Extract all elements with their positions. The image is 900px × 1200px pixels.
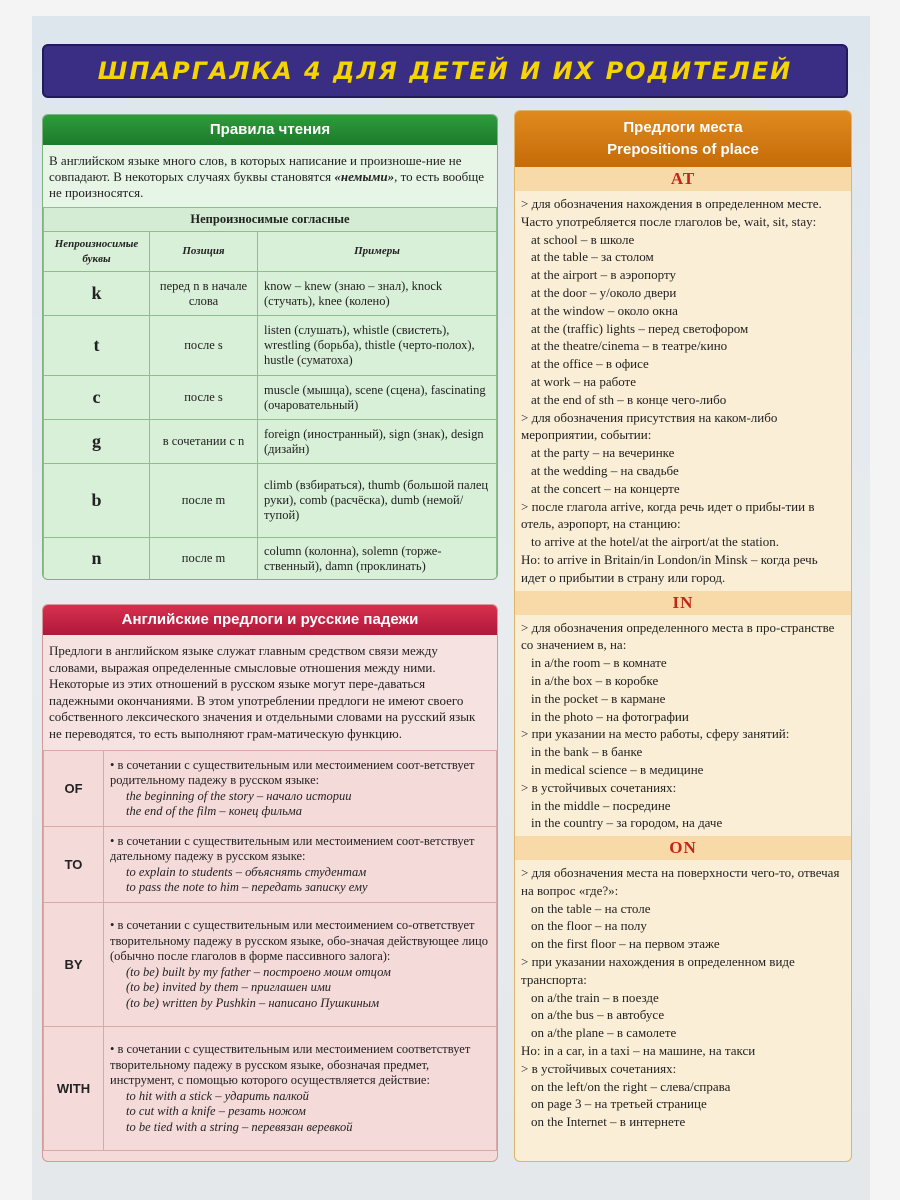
desc-text: • в сочетании с существительным или местоимением соот-ветствует родительному падежу в русском языке: [110,757,475,787]
place-line: > при указании нахождения в определенном виде транспорта: [521,954,795,987]
examples-cell: foreign (иностранный), sign (знак), design (дизайн) [258,420,497,464]
description-cell [104,751,497,827]
place-line: on page 3 – на третьей странице [531,1096,707,1112]
intro-emph: «немыми» [334,169,395,184]
place-line: on a/the train – в поезде [531,989,659,1005]
place-line: on a/the bus – в автобусе [531,1007,665,1023]
page-title: ШПАРГАЛКА 4 ДЛЯ ДЕТЕЙ И ИХ РОДИТЕЛЕЙ [42,44,848,98]
place-line: at the party – на вечеринке [531,445,675,461]
place-line: in the bank – в банке [531,744,643,760]
place-line: Но: in a car, in a taxi – на машине, на такси [521,1043,756,1059]
letter-cell: g [44,420,150,464]
place-line: in the country – за городом, на даче [531,815,723,831]
col-position: Позиция [150,232,258,272]
place-line: > для обозначения присутствия на каком-либо мероприятии, событии: [521,409,778,443]
cases-panel [42,604,498,1162]
desc-text: • в сочетании с существительным или местоимением со-ответствует творительному падежу в русском языке, обо-значая действующее лицо (обычно после глаголов в форме пассивного залога): [110,918,488,963]
example-line: to pass the note to him – передать записку ему [126,880,368,894]
example-line: the end of the film – конец фильма [126,804,302,818]
place-line: on the floor – на полу [531,918,647,934]
place-line: on the left/on the right – слева/справа [531,1078,731,1094]
col-letter: Непроизносимые буквы [44,232,150,272]
place-line: in a/the room – в комнате [531,655,667,671]
intro-text: В английском языке много слов, в которых написание и произноше-ние не совпадают. В некоторых случаях буквы становятся [49,153,462,184]
place-line: on a/the plane – в самолете [531,1025,677,1041]
place-line: at the office – в офисе [531,356,649,372]
place-line: at the window – около окна [531,302,678,318]
place-line: at school – в школе [531,231,635,247]
examples-cell: listen (слушать), whistle (свистеть), wrestling (борьба), thistle (черто-полох), hustle (суматоха) [258,316,497,376]
preposition-cell: OF [44,751,104,827]
place-header-ru: Предлоги места [623,119,743,136]
cases-header: Английские предлоги и русские падежи [43,605,497,635]
position-cell: после m [150,464,258,538]
position-cell: в сочетании с n [150,420,258,464]
position-cell: перед n в начале слова [150,272,258,316]
place-line: in a/the box – в коробке [531,672,659,688]
place-line: Но: to arrive in Britain/in London/in Minsk – когда речь идет о прибытии в страну или город. [521,551,818,585]
letter-cell: t [44,316,150,376]
example-line: to cut with a knife – резать ножом [126,1104,306,1118]
position-cell: после s [150,316,258,376]
place-line: > при указании на место работы, сферу занятий: [521,726,790,742]
in-list [515,615,851,837]
preposition-cell: TO [44,827,104,903]
letter-cell: n [44,538,150,580]
place-line: in the middle – посредине [531,797,671,813]
place-line: on the Internet – в интернете [531,1114,686,1130]
place-line: on the first floor – на первом этаже [531,936,720,952]
section-in-title: IN [515,591,851,615]
letter-cell: c [44,376,150,420]
letter-cell: b [44,464,150,538]
place-line: > в устойчивых сочетаниях: [521,1060,677,1076]
description-cell [104,1027,497,1151]
section-at-title: AT [515,167,851,191]
cases-table [43,750,497,1151]
place-line: at the door – у/около двери [531,284,677,300]
place-line: > для обозначения нахождения в определенном месте. Часто употребляется после глаголов be, wait, sit, stay: [521,196,822,229]
examples-cell: know – knew (знаю – знал), knock (стучать), knee (колено) [258,272,497,316]
reading-intro [43,145,497,207]
example-line: (to be) invited by them – приглашен ими [126,980,332,994]
example-line: (to be) built by my father – построено моим отцом [126,964,391,979]
place-line: > для обозначения определенного места в про-странстве со значением в, на: [521,619,835,653]
position-cell: после s [150,376,258,420]
place-line: at the end of sth – в конце чего-либо [531,391,727,407]
place-line: at the table – за столом [531,249,654,265]
intro-text-end: , то есть вообще не произносятся. [49,169,485,200]
place-line: > для обозначения места на поверхности чего-то, отвечая на вопрос «где?»: [521,865,840,898]
position-cell: после m [150,538,258,580]
description-cell [104,903,497,1027]
place-line: at the (traffic) lights – перед светофором [531,320,749,336]
place-line: in medical science – в медицине [531,761,704,777]
place-panel [514,110,852,1162]
example-line: to hit with a stick – ударить палкой [126,1088,309,1103]
place-line: in the photo – на фотографии [531,708,689,724]
description-cell [104,827,497,903]
col-examples: Примеры [258,232,497,272]
reading-rules-header: Правила чтения [43,115,497,145]
preposition-cell: BY [44,903,104,1027]
place-line: at the theatre/cinema – в театре/кино [531,338,728,354]
place-line: at the airport – в аэропорту [531,267,676,283]
preposition-cell: WITH [44,1027,104,1151]
examples-cell: climb (взбираться), thumb (большой палец руки), comb (расчёска), dumb (немой/тупой) [258,464,497,538]
example-line: (to be) written by Pushkin – написано Пушкиным [126,995,380,1010]
place-line: to arrive at the hotel/at the airport/at the station. [531,534,779,550]
examples-cell: muscle (мышца), scene (сцена), fascinating (очаровательный) [258,376,497,420]
on-list [515,860,851,1135]
example-line: to explain to students – объяснять студентам [126,864,367,879]
desc-text: • в сочетании с существительным или местоимением соответствует творительному падежу в русском языке, обозначая предмет, инструмент, с помощью которого осуществляется действие: [110,1042,471,1087]
silent-letters-table [43,207,497,580]
place-line: at work – на работе [531,373,636,389]
cases-intro: Предлоги в английском языке служат главным средством связи между словами, выражая определенные смысловые отношения между ними. Некоторые из этих отношений в русском языке могут пере-даваться падежными окончаниями. В этом употреблении предлоги не имеют своего собственного лексического значения и отдельными словами на русский язык не переводятся, то есть выполняют грам-матическую функцию. [43,635,497,750]
table-caption: Непроизносимые согласные [44,208,497,232]
desc-text: • в сочетании с существительным или местоимением соот-ветствует дательному падежу в русском языке: [110,833,475,863]
place-line: at the wedding – на свадьбе [531,462,679,478]
place-line: > после глагола arrive, когда речь идет о прибы-тии в отель, аэропорт, на станцию: [521,498,815,532]
letter-cell: k [44,272,150,316]
example-line: the beginning of the story – начало истории [126,788,352,803]
place-line: at the concert – на концерте [531,480,680,496]
place-line: in the pocket – в кармане [531,690,666,706]
section-on-title: ON [515,836,851,860]
reading-rules-panel [42,114,498,580]
example-line: to be tied with a string – перевязан веревкой [126,1119,353,1134]
place-header [515,111,851,167]
examples-cell: column (колонна), solemn (торже-ственный), damn (проклинать) [258,538,497,580]
place-line: on the table – на столе [531,900,651,916]
place-header-en: Prepositions of place [607,141,759,158]
place-line: > в устойчивых сочетаниях: [521,779,677,795]
at-list [515,191,851,591]
